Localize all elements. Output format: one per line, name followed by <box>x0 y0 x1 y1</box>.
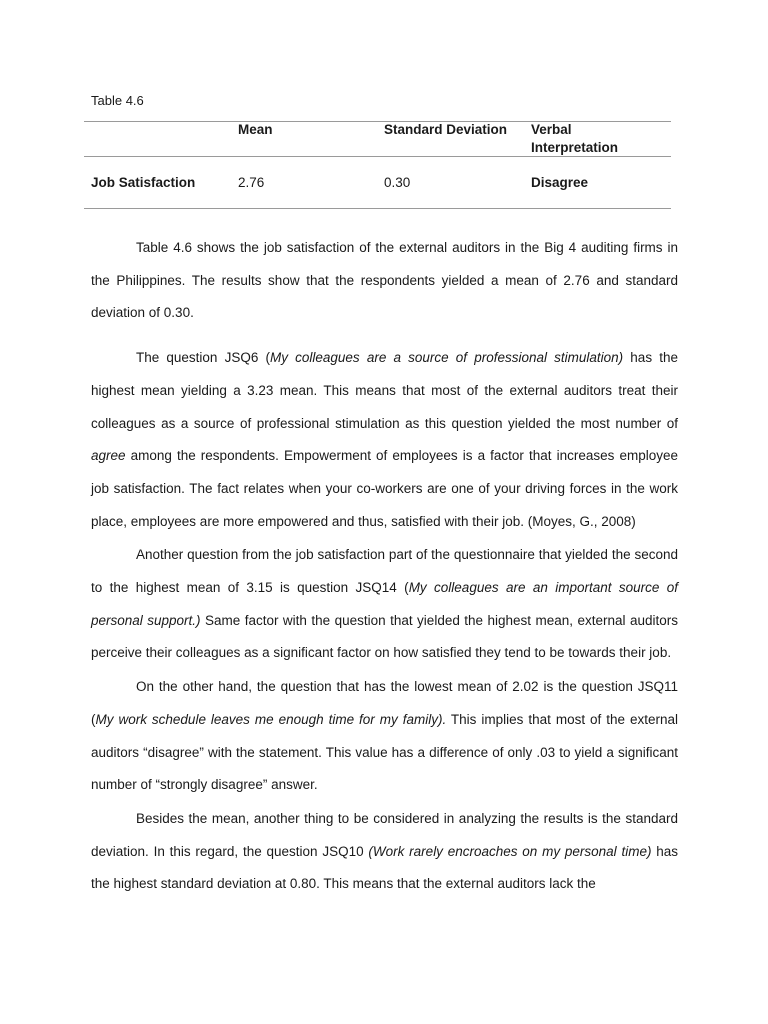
paragraph-text: among the respondents. Empowerment of employees is a factor that increases employee job satisfaction. The fact relates when your co-workers are one of your driving forces in the work place, employees are more empowered and thus, satisfied with their job. (Moyes, G., 2008) <box>91 448 678 529</box>
italic-text: agree <box>91 448 126 464</box>
italic-text: My colleagues are a source of professional stimulation) <box>270 350 624 366</box>
table-header-mean: Mean <box>238 122 273 137</box>
paragraph-text: The question JSQ6 ( <box>136 350 270 366</box>
paragraph-text: has the highest standard deviation at 0.80. This means that the external auditors lack the <box>91 843 679 892</box>
paragraph-text: has the highest mean yielding a 3.23 mean. This means that most of the external auditors treat their colleagues as a source of professional stimulation as this question yielded the most number of <box>91 350 678 431</box>
table-caption: Table 4.6 <box>91 93 144 108</box>
table-cell-mean: 2.76 <box>238 175 265 190</box>
paragraph <box>91 539 678 670</box>
paragraph <box>91 803 678 901</box>
italic-text: My work schedule leaves me enough time for my family). <box>95 711 447 727</box>
paragraph <box>91 342 678 538</box>
paragraph <box>91 671 678 802</box>
paragraph-text: On the other hand, the question that has the lowest mean of 2.02 is the question JSQ11 ( <box>91 679 678 727</box>
table-row-label: Job Satisfaction <box>91 175 196 190</box>
italic-text: My colleagues are an important source of personal support.) <box>91 580 678 628</box>
body-text <box>91 232 678 901</box>
table-header-verbal-interpretation: Verbal Interpretation <box>531 122 619 155</box>
paragraph-text: This implies that most of the external auditors “disagree” with the statement. This value has a difference of only .03 to yield a significant number of “strongly disagree” answer. <box>91 711 678 793</box>
paragraph <box>91 232 678 330</box>
table-cell-standard-deviation: 0.30 <box>384 175 411 190</box>
paragraph-text: Table 4.6 shows the job satisfaction of the external auditors in the Big 4 auditing firms in the Philippines. The results show that the respondents yielded a mean of 2.76 and standard deviation of 0.30. <box>91 240 678 321</box>
table-cell-verbal-interpretation: Disagree <box>531 175 589 190</box>
paragraph-text: Besides the mean, another thing to be considered in analyzing the results is the standard deviation. In this regard, the question JSQ10 <box>91 810 678 859</box>
table-header-rule <box>84 156 671 157</box>
paragraph-text: Same factor with the question that yielded the highest mean, external auditors perceive their colleagues as a significant factor on how satisfied they tend to be towards their job. <box>91 612 678 661</box>
table-bottom-rule <box>84 208 671 209</box>
table-header-standard-deviation: Standard Deviation <box>384 122 508 137</box>
italic-text: (Work rarely encroaches on my personal time) <box>368 843 652 859</box>
paragraph-text: Another question from the job satisfaction part of the questionnaire that yielded the second to the highest mean of 3.15 is question JSQ14 ( <box>91 547 678 596</box>
